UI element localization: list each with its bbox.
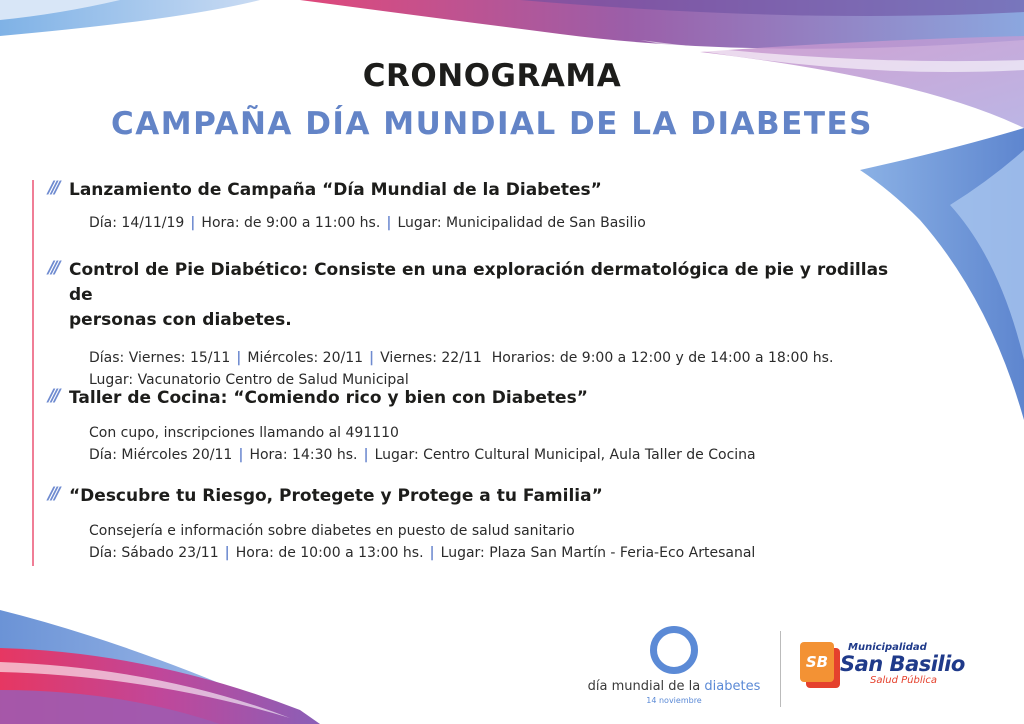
- event-place: Lugar: Municipalidad de San Basilio: [397, 215, 646, 231]
- logo-text: [582, 679, 766, 694]
- logo-text-accent: diabetes: [704, 679, 761, 694]
- event-time: Hora: 14:30 hs.: [249, 447, 358, 463]
- event-heading: [48, 178, 908, 203]
- sb-mark-icon: SB: [800, 642, 834, 682]
- event-heading: [48, 484, 908, 509]
- event-date: Día: Sábado 23/11: [89, 545, 219, 561]
- bullet-slashes: ///: [48, 484, 58, 504]
- event-foot-check: [48, 258, 908, 391]
- municipality-name: San Basilio: [840, 652, 965, 676]
- event-title: “Descubre tu Riesgo, Protegete y Protege a tu Familia”: [69, 486, 603, 506]
- event-heading: [48, 386, 908, 411]
- page-title: CRONOGRAMA: [362, 58, 622, 94]
- logo-text-main: día mundial de la: [587, 679, 705, 694]
- event-date: Día: 14/11/19: [89, 215, 185, 231]
- event-time: Hora: de 10:00 a 13:00 hs.: [235, 545, 424, 561]
- event-date: Días: Viernes: 15/11: [89, 350, 231, 366]
- bullet-slashes: ///: [48, 386, 58, 406]
- municipality-logo: [800, 642, 980, 702]
- logo-divider: [780, 631, 781, 707]
- event-title-line2: personas con diabetes.: [69, 310, 292, 330]
- event-risk-awareness: [48, 484, 908, 564]
- logo-date: 14 noviembre: [646, 696, 702, 705]
- separator: |: [429, 545, 435, 561]
- event-title: Taller de Cocina: “Comiendo rico y bien con Diabetes”: [69, 388, 588, 408]
- event-date: Día: Miércoles 20/11: [89, 447, 233, 463]
- municipality-text: [840, 642, 965, 686]
- event-title-line1: Control de Pie Diabético: Consiste en una exploración dermatológica de pie y rodillas de: [69, 260, 889, 305]
- accent-line: [32, 180, 34, 566]
- bullet-slashes: ///: [48, 178, 58, 198]
- event-place: Lugar: Centro Cultural Municipal, Aula Taller de Cocina: [374, 447, 756, 463]
- event-time: Horarios: de 9:00 a 12:00 y de 14:00 a 18:00 hs.: [491, 350, 834, 366]
- separator: |: [190, 215, 196, 231]
- blue-circle-icon: [650, 626, 698, 674]
- event-date: Viernes: 22/11: [380, 350, 482, 366]
- separator: |: [386, 215, 392, 231]
- separator: |: [369, 350, 375, 366]
- department-name: Salud Pública: [870, 675, 938, 686]
- event-cooking-workshop: [48, 386, 908, 466]
- event-title: Lanzamiento de Campaña “Día Mundial de la Diabetes”: [69, 180, 602, 200]
- municipality-label: Municipalidad: [848, 642, 927, 653]
- event-place: Lugar: Plaza San Martín - Feria-Eco Artesanal: [440, 545, 756, 561]
- event-details: [89, 212, 908, 234]
- event-details: [89, 347, 908, 391]
- bullet-slashes: ///: [48, 258, 58, 278]
- separator: |: [238, 447, 244, 463]
- event-time: Hora: de 9:00 a 11:00 hs.: [201, 215, 381, 231]
- event-note: Con cupo, inscripciones llamando al 491110: [89, 425, 399, 441]
- event-note: Consejería e información sobre diabetes en puesto de salud sanitario: [89, 523, 575, 539]
- event-place: Lugar: Vacunatorio Centro de Salud Municipal: [89, 372, 409, 388]
- event-heading: [48, 258, 908, 333]
- event-launch: [48, 178, 908, 234]
- separator: |: [236, 350, 242, 366]
- world-diabetes-day-logo: [582, 626, 766, 714]
- page-subtitle: CAMPAÑA DÍA MUNDIAL DE LA DIABETES: [111, 106, 873, 142]
- event-details: [89, 422, 908, 466]
- separator: |: [363, 447, 369, 463]
- event-date: Miércoles: 20/11: [247, 350, 364, 366]
- event-details: [89, 520, 908, 564]
- separator: |: [224, 545, 230, 561]
